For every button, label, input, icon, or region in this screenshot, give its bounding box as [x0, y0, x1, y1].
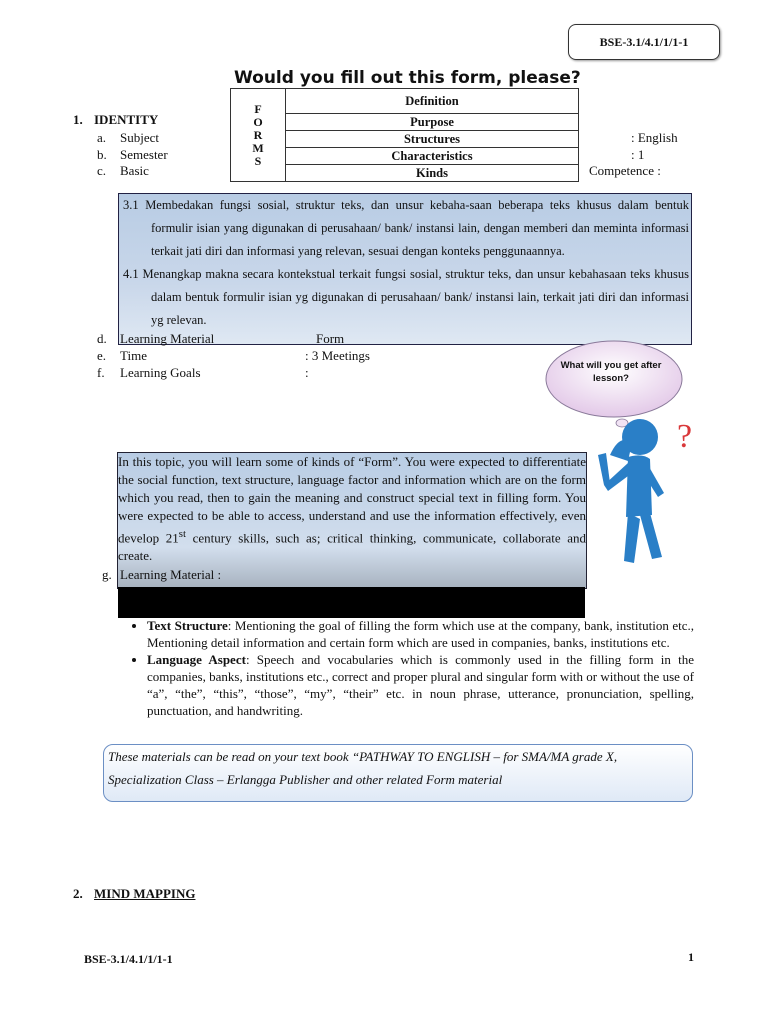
document-code-badge: BSE-3.1/4.1/1/1-1: [568, 24, 720, 60]
forms-letter: F: [254, 101, 262, 116]
identity-material-marker: d.: [97, 331, 107, 346]
person-icon: [598, 419, 664, 563]
page-number: 1: [688, 950, 694, 964]
competence-3-1-text: Membedakan fungsi sosial, struktur teks, dan unsur kebaha-saan beberapa teks khusus dalam bentuk formulir isian yang digunakan di perusahaan/ bank/ instansi lain, dengan memberi dan meminta informasi terkait jati diri dan informasi yang relevan, sesuai dengan konteks penggunaannya.: [145, 198, 689, 258]
list-item: [147, 617, 694, 651]
identity-heading: [73, 112, 158, 128]
forms-row-purpose: Purpose: [286, 114, 579, 131]
intro-text: In this topic, you will learn some of kinds of “Form”. You were expected to differentiate the social function, text structure, language factor and information which are on the form which you read, then to gain the meaning and construct special text in filling form. You were expected to be able to access, understand and use the information effectively, even develop 21: [118, 454, 586, 546]
competence-4-1: [119, 263, 691, 332]
identity-material-label: Learning Material: [120, 331, 215, 346]
bullet-term: Text Structure: [147, 618, 228, 633]
identity-heading-number: 1.: [73, 112, 83, 127]
bullet-term: Language Aspect: [147, 652, 246, 667]
learning-material-heading: Learning Material :: [120, 567, 222, 582]
forms-letter: S: [254, 153, 262, 168]
forms-letter: R: [253, 127, 263, 142]
competence-4-1-text: Menangkap makna secara kontekstual terkait fungsi sosial, struktur teks, dan unsur kebahasaan teks khusus dalam bentuk formulir isian yg digunakan di perusahaan/ bank/ instansi lain, terkait jati diri dan informasi yg relevan.: [142, 267, 689, 327]
bullet-text: : Mentioning the goal of filling the form which use at the company, bank, institution etc., Mentioning detail information and certain form which are used in companies, banks, institutions etc.: [147, 618, 694, 650]
identity-time-value: : 3 Meetings: [305, 348, 370, 363]
identity-goals-value: :: [305, 365, 309, 380]
identity-heading-text: IDENTITY: [94, 112, 159, 127]
identity-material-value: Form: [316, 331, 345, 346]
list-item: [147, 651, 694, 719]
intro-superscript: st: [178, 528, 187, 540]
forms-letter: M: [252, 140, 264, 155]
identity-subject-marker: a.: [97, 130, 107, 145]
textbook-note-box: These materials can be read on your text book “PATHWAY TO ENGLISH – for SMA/MA grade X, Specialization Class – Erlangga Publisher and other related Form material: [103, 744, 693, 802]
competence-box: [118, 193, 692, 345]
forms-row-kinds: Kinds: [286, 165, 579, 182]
forms-letter: O: [253, 114, 263, 129]
competence-3-1-number: 3.1: [123, 198, 139, 212]
identity-time-label: Time: [120, 348, 147, 363]
identity-subject-label: Subject: [120, 130, 159, 145]
bullet-text: : Speech and vocabularies which is commonly used in the filling form in the companies, banks, institutions etc., correct and proper plural and singular form with or without the use of “a”, “the”, “this”, “those”, “my”, “their” etc. in noun phrase, utterance, pronunciation, spelling, punctuation, and handwriting.: [147, 652, 694, 718]
page-title: Would you fill out this form, please?: [234, 68, 581, 88]
thought-bubble-text: What will you get after lesson?: [560, 360, 662, 384]
redaction-bar: [118, 587, 585, 618]
identity-basic-label: Basic: [120, 163, 149, 178]
forms-table: [230, 88, 579, 182]
identity-semester-value: : 1: [631, 147, 645, 162]
question-mark-icon: ?: [677, 418, 693, 455]
forms-row-definition: Definition: [286, 89, 579, 114]
identity-semester-label: Semester: [120, 147, 168, 162]
competence-4-1-number: 4.1: [123, 267, 139, 281]
identity-semester-marker: b.: [97, 147, 107, 162]
mind-mapping-text: MIND MAPPING: [94, 886, 196, 901]
learning-material-marker: g.: [102, 567, 112, 582]
footer-code: BSE-3.1/4.1/1/1-1: [84, 952, 173, 966]
forms-letters: [231, 89, 286, 182]
mind-mapping-heading: [73, 886, 195, 902]
forms-row-structures: Structures: [286, 131, 579, 148]
identity-subject-value: : English: [631, 130, 678, 145]
identity-basic-value: Competence :: [589, 163, 661, 178]
intro-text-end: century skills, such as; critical thinking, communicate, collaborate and create.: [118, 530, 587, 564]
competence-3-1: [119, 194, 691, 263]
identity-time-marker: e.: [97, 348, 107, 363]
identity-goals-marker: f.: [97, 365, 105, 380]
forms-row-characteristics: Characteristics: [286, 148, 579, 165]
mind-mapping-number: 2.: [73, 886, 83, 901]
identity-basic-marker: c.: [97, 163, 107, 178]
identity-goals-label: Learning Goals: [120, 365, 201, 380]
